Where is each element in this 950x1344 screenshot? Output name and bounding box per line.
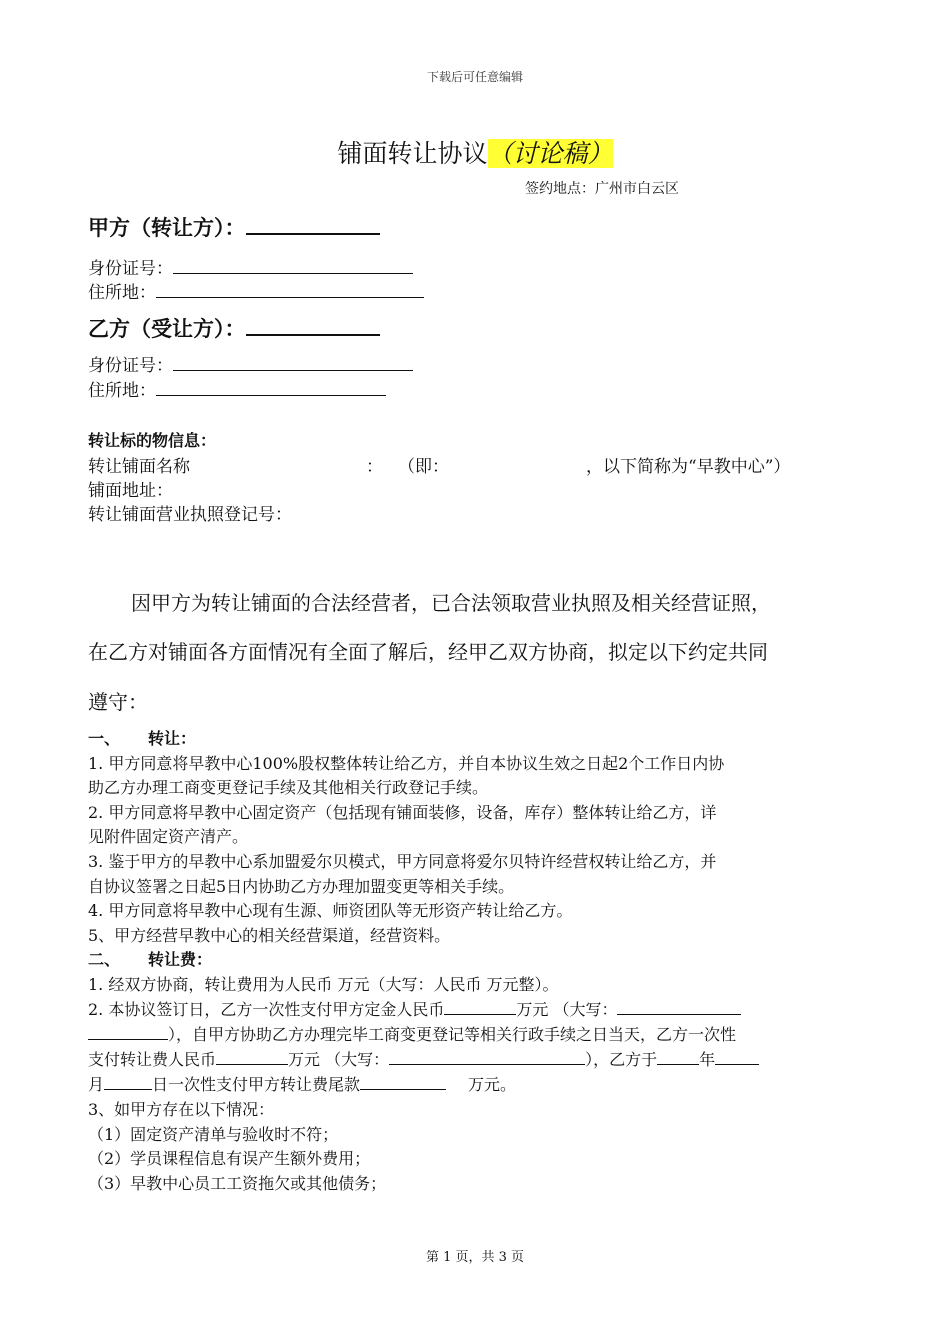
fee-item-3: 3、如甲方存在以下情况： — [88, 1100, 275, 1119]
party-a-heading — [88, 212, 380, 242]
party-b-heading — [88, 313, 380, 343]
fee-balance-label: 日一次性支付甲方转让费尾款 — [152, 1075, 361, 1094]
party-a-name-blank — [246, 215, 380, 235]
signing-place: 签约地点：广州市白云区 — [525, 181, 679, 197]
section-1-num: 一、 — [88, 729, 121, 748]
header-note: 下载后可任意编辑 — [426, 70, 523, 84]
party-a-id-label: 身份证号： — [88, 259, 173, 279]
fee-transfer-label: 支付转让费人民币 — [88, 1050, 217, 1069]
balance-amount-blank — [360, 1075, 446, 1090]
year-blank — [657, 1050, 699, 1065]
shop-name-ie: （即： — [398, 457, 449, 477]
section-1-line: 助乙方办理工商变更登记手续及其他相关行政登记手续。 — [88, 778, 489, 797]
party-a-address-blank — [156, 283, 424, 298]
party-a-address-row — [88, 278, 424, 303]
party-a-address-label: 住所地： — [88, 283, 156, 303]
fee-line-1: 1. 经双方协商，转让费用为人民币 万元（大写：人民币 万元整）。 — [88, 975, 559, 994]
fee-deposit-label: 2. 本协议签订日，乙方一次性支付甲方定金人民币 — [88, 1000, 445, 1019]
fee-transfer-words-label: 万元 （大写： — [288, 1050, 390, 1069]
transfer-amount-blank — [216, 1050, 288, 1065]
section-1-line: 2. 甲方同意将早教中心固定资产（包括现有铺面装修，设备，库存）整体转让给乙方，详 — [88, 803, 717, 822]
deposit-words-blank-cont — [88, 1025, 168, 1040]
transfer-words-blank — [389, 1050, 585, 1065]
deposit-amount-blank — [444, 1000, 516, 1015]
condition-item: （2）学员课程信息有误产生额外费用； — [88, 1149, 371, 1168]
party-b-id-label: 身份证号： — [88, 356, 173, 376]
shop-short-name: ，以下简称为“早教中心”） — [586, 457, 791, 477]
party-a-label: 甲方（转让方）： — [88, 216, 246, 240]
fee-payment-date-label: ），乙方于 — [585, 1050, 658, 1069]
section-2-heading — [88, 947, 212, 970]
balance-unit: 万元。 — [468, 1075, 517, 1094]
party-b-id-row — [88, 351, 413, 376]
month-label: 月 — [88, 1075, 105, 1094]
year-trail-blank — [715, 1050, 759, 1065]
preamble-line-2: 在乙方对铺面各方面情况有全面了解后，经甲乙双方协商，拟定以下约定共同 — [88, 640, 768, 664]
section-2-title: 转让费： — [148, 950, 213, 969]
section-1-heading — [88, 726, 196, 749]
shop-license-label: 转让铺面营业执照登记号： — [88, 505, 292, 525]
fee-line-3 — [88, 1022, 736, 1045]
section-1-line: 自协议签署之日起5日内协助乙方办理加盟变更等相关手续。 — [88, 877, 515, 896]
subject-heading: 转让标的物信息： — [88, 431, 217, 450]
fee-line-4 — [88, 1047, 759, 1070]
preamble-line-1: 因甲方为转让铺面的合法经营者，已合法领取营业执照及相关经营证照， — [131, 591, 771, 615]
condition-item: （1）固定资产清单与验收时不符； — [88, 1125, 339, 1144]
title-draft-highlight: （讨论稿） — [487, 139, 613, 168]
fee-line-2 — [88, 997, 741, 1020]
shop-address-label: 铺面地址： — [88, 481, 173, 501]
party-a-id-row — [88, 254, 413, 279]
page-footer: 第 1 页，共 3 页 — [425, 1250, 525, 1265]
section-1-line: 1. 甲方同意将早教中心100%股权整体转让给乙方，并自本协议生效之日起2个工作日内协 — [88, 754, 725, 773]
condition-item: （3）早教中心员工工资拖欠或其他债务； — [88, 1174, 387, 1193]
year-label: 年 — [699, 1050, 716, 1069]
party-b-address-label: 住所地： — [88, 381, 156, 401]
party-b-id-blank — [173, 356, 413, 371]
party-b-address-blank — [156, 381, 386, 396]
document-title — [0, 134, 950, 170]
party-b-name-blank — [246, 316, 380, 336]
fee-line-5 — [88, 1072, 516, 1095]
section-1-title: 转让： — [148, 729, 197, 748]
section-1-line: 3. 鉴于甲方的早教中心系加盟爱尔贝模式，甲方同意将爱尔贝特许经营权转让给乙方，并 — [88, 852, 717, 871]
preamble-line-3: 遵守： — [88, 690, 148, 714]
section-1-line: 见附件固定资产清产。 — [88, 827, 249, 846]
party-b-address-row — [88, 376, 386, 401]
title-main: 铺面转让协议 — [337, 139, 488, 168]
section-1-line: 5、甲方经营早教中心的相关经营渠道，经营资料。 — [88, 926, 451, 945]
section-2-num: 二、 — [88, 950, 121, 969]
shop-name-colon: ： — [366, 457, 383, 477]
party-a-id-blank — [173, 259, 413, 274]
party-b-label: 乙方（受让方）： — [88, 317, 246, 341]
fee-line-3-text: ），自甲方协助乙方办理完毕工商变更登记等相关行政手续之日当天，乙方一次性 — [168, 1025, 737, 1044]
month-blank — [104, 1075, 152, 1090]
deposit-words-blank — [617, 1000, 741, 1015]
section-1-line: 4. 甲方同意将早教中心现有生源、师资团队等无形资产转让给乙方。 — [88, 901, 573, 920]
fee-deposit-words-label: 万元 （大写： — [516, 1000, 618, 1019]
shop-name-label: 转让铺面名称 — [88, 457, 190, 477]
